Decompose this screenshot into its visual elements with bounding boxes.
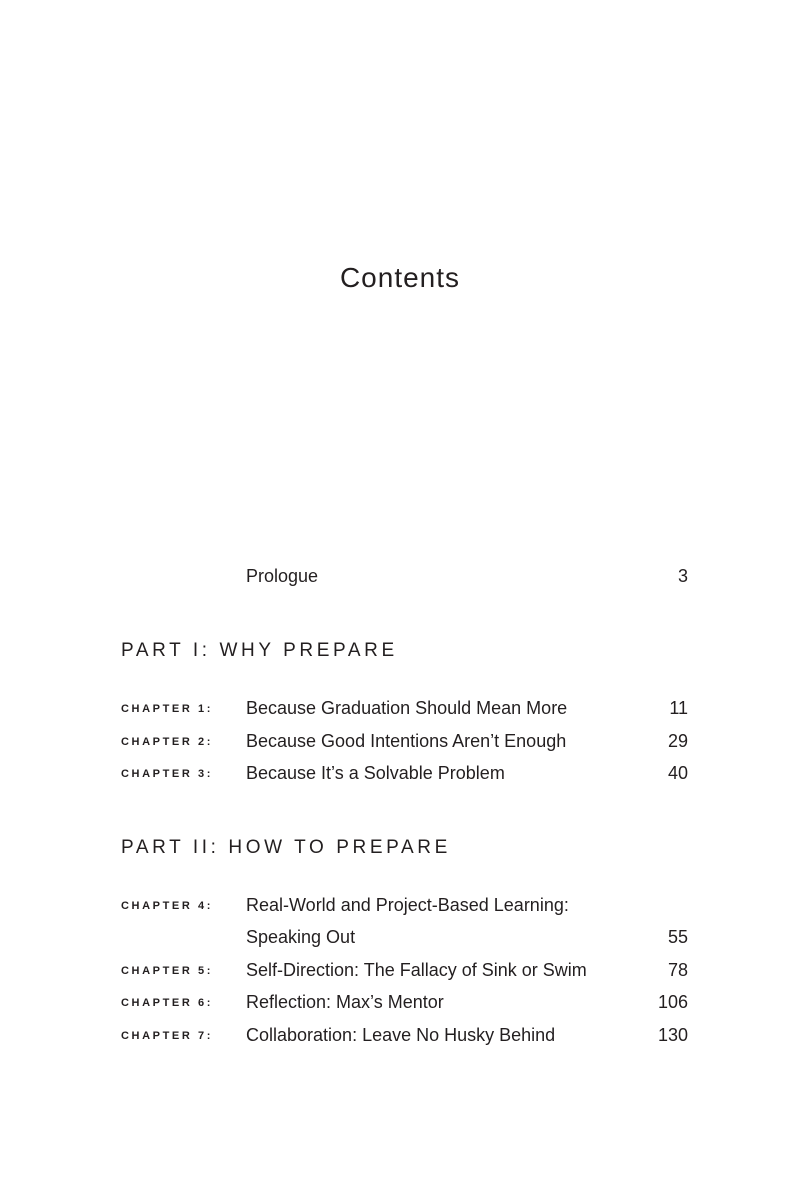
toc-entry-chapter-4[interactable] (0, 889, 800, 922)
entry-page-number: 78 (667, 960, 688, 980)
chapter-label: CHAPTER 7: (121, 1030, 214, 1042)
toc-entry-prologue[interactable] (0, 560, 800, 593)
entry-title: Because Good Intentions Aren’t Enough (246, 731, 567, 751)
entry-title: Self-Direction: The Fallacy of Sink or Swim (246, 960, 587, 980)
entry-page-number: 106 (657, 992, 688, 1012)
toc-entry-chapter-3[interactable] (0, 757, 800, 790)
page-title: Contents (339, 262, 461, 293)
toc-entry-chapter-4-continued[interactable] (0, 921, 800, 954)
entry-title: Because Graduation Should Mean More (246, 698, 568, 718)
entry-title: Reflection: Max’s Mentor (246, 992, 444, 1012)
chapter-label: CHAPTER 4: (121, 900, 214, 912)
chapter-label: CHAPTER 5: (121, 965, 214, 977)
entry-page-number: 3 (677, 566, 688, 586)
entry-page-number: 11 (669, 698, 688, 718)
entry-page-number: 130 (657, 1025, 688, 1045)
toc-entry-chapter-6[interactable] (0, 986, 800, 1019)
part-heading: PART II: HOW TO PREPARE (121, 837, 451, 858)
entry-page-number: 40 (667, 763, 688, 783)
chapter-label: CHAPTER 6: (121, 997, 214, 1009)
entry-title: Collaboration: Leave No Husky Behind (246, 1025, 556, 1045)
entry-title: Real-World and Project-Based Learning: (246, 895, 569, 915)
part-heading: PART I: WHY PREPARE (121, 640, 398, 661)
toc-entry-chapter-5[interactable] (0, 954, 800, 987)
entry-page-number: 55 (667, 927, 688, 947)
entry-title: Because It’s a Solvable Problem (246, 763, 505, 783)
toc-entry-chapter-1[interactable] (0, 692, 800, 725)
chapter-label: CHAPTER 1: (121, 703, 214, 715)
toc-entry-chapter-2[interactable] (0, 725, 800, 758)
chapter-label: CHAPTER 3: (121, 768, 214, 780)
entry-page-number: 29 (667, 731, 688, 751)
entry-title-continued: Speaking Out (246, 927, 356, 947)
chapter-label: CHAPTER 2: (121, 736, 214, 748)
toc-entry-chapter-7[interactable] (0, 1019, 800, 1052)
entry-title: Prologue (246, 566, 319, 586)
